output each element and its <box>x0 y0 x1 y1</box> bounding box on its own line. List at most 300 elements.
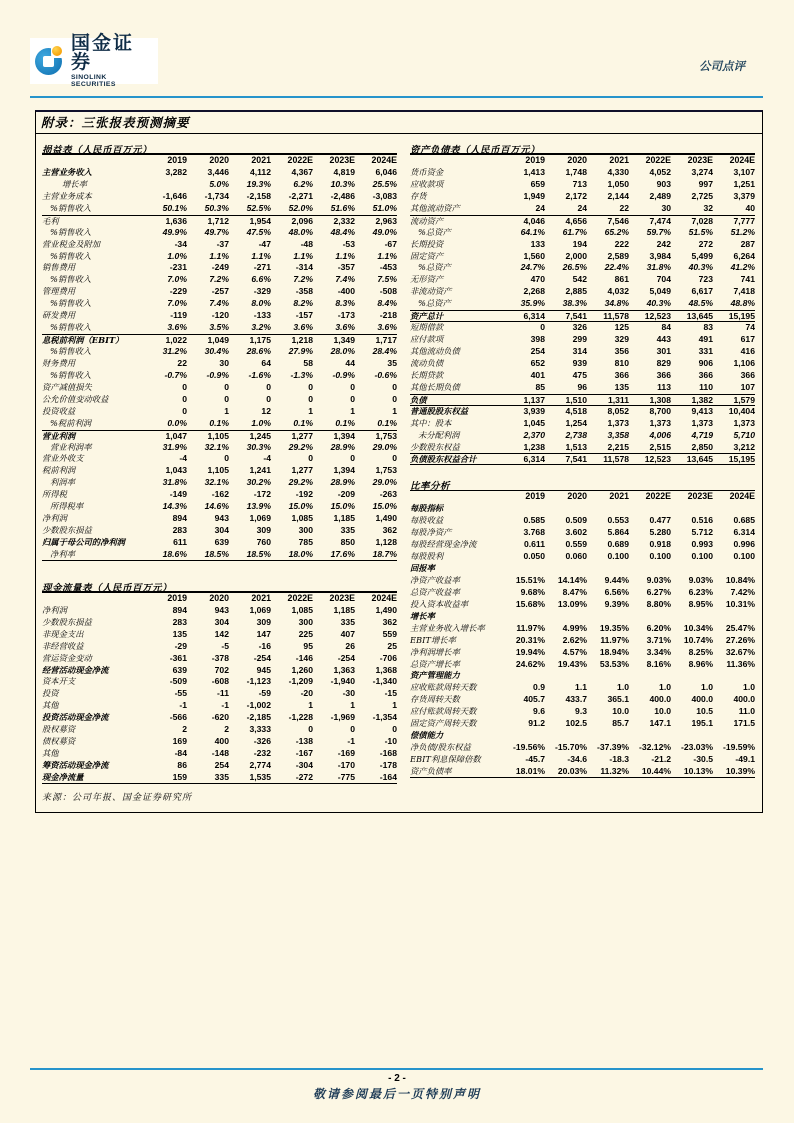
cell-value: 362 <box>382 525 397 536</box>
cell-value: 0.689 <box>607 539 629 550</box>
table-row <box>410 370 755 382</box>
cell-value: 7.2% <box>293 274 313 285</box>
row-label: 短期借款 <box>409 322 444 333</box>
table-row <box>410 239 755 251</box>
cell-value: -67 <box>384 238 397 249</box>
cell-value: -1,209 <box>288 676 313 687</box>
cell-value: -167 <box>295 748 313 759</box>
cell-value: 0 <box>182 381 187 392</box>
cell-value: -0.7% <box>164 369 187 380</box>
cell-value: 283 <box>172 616 187 627</box>
row-label: 销售费用 <box>42 262 76 273</box>
cell-value: 25 <box>387 640 397 651</box>
row-label: 增长率 <box>409 610 435 621</box>
table-row <box>42 772 397 784</box>
cell-value: 3,358 <box>607 429 629 440</box>
row-label: 净利润增长率 <box>409 646 460 657</box>
cell-value: -361 <box>169 652 187 663</box>
cell-value: 366 <box>656 369 671 380</box>
cell-value: -249 <box>211 262 229 273</box>
cell-value: 1,748 <box>565 166 587 177</box>
cell-value: -271 <box>253 262 271 273</box>
cell-value: -378 <box>211 652 229 663</box>
row-label: 每股收益 <box>409 515 444 526</box>
cell-value: 95 <box>303 640 313 651</box>
table-row <box>42 477 397 489</box>
cell-value: 314 <box>572 346 587 356</box>
cell-value: 2,489 <box>649 190 671 201</box>
row-label: 净利润 <box>42 513 67 524</box>
cell-value: -1,123 <box>246 676 271 687</box>
cell-value: 3.6% <box>167 322 187 333</box>
table-row <box>42 251 397 263</box>
cell-value: 11.97% <box>600 634 629 645</box>
cell-value: 64 <box>261 357 271 368</box>
cell-value: 2,096 <box>291 215 313 226</box>
table-row <box>42 712 397 724</box>
cell-value: 40 <box>745 202 755 213</box>
cell-value: 1,022 <box>165 335 187 346</box>
table-row <box>410 539 755 551</box>
cell-value: 10.3% <box>330 178 355 189</box>
cell-value: 1,069 <box>249 513 271 524</box>
cell-value: 1,238 <box>523 441 545 452</box>
cell-value: 18.5% <box>246 548 271 559</box>
row-label: 应收账款周转天数 <box>409 682 477 693</box>
cell-value: 0.1% <box>377 417 397 428</box>
cell-value: 8.3% <box>335 298 355 309</box>
cell-value: 331 <box>698 346 713 356</box>
row-label: %总资产 <box>417 226 451 237</box>
cell-value: 48.8% <box>730 298 755 309</box>
table-row <box>410 358 755 370</box>
row-label: 负债 <box>409 394 427 405</box>
cell-value: 6.23% <box>688 586 713 597</box>
cell-value: 1,413 <box>523 166 545 177</box>
row-label: 债权募资 <box>42 736 76 747</box>
cell-value: -157 <box>295 310 313 321</box>
cell-value: 1,185 <box>333 604 355 615</box>
cell-value: 7,028 <box>691 215 713 226</box>
cell-value: 2,172 <box>565 190 587 201</box>
cell-value: 639 <box>214 537 229 547</box>
appendix-box <box>35 110 763 813</box>
header-divider <box>30 96 763 98</box>
cell-value: 0 <box>540 322 545 333</box>
cell-value: 147.1 <box>649 718 671 729</box>
row-label: 主营业务收入 <box>42 166 92 177</box>
footer-disclaimer: 敬请参阅最后一页特别声明 <box>312 1087 481 1101</box>
cell-value: 1.1% <box>335 250 355 261</box>
table-row <box>42 641 397 653</box>
cell-value: -10 <box>384 736 397 747</box>
cell-value: 1,277 <box>291 430 313 441</box>
cell-value: 30 <box>219 357 229 368</box>
row-label: 现金净流量 <box>42 771 84 782</box>
cell-value: 617 <box>740 334 755 345</box>
cell-value: -59 <box>258 688 271 699</box>
cell-value: 110 <box>699 381 713 392</box>
cell-value: 10.13% <box>683 765 713 776</box>
cell-value: -1,354 <box>372 712 397 723</box>
table-row <box>42 430 397 442</box>
cell-value: 405.7 <box>523 694 545 705</box>
footer-divider <box>30 1068 763 1070</box>
cell-value: 142 <box>214 628 229 639</box>
cell-value: 6.6% <box>251 274 271 285</box>
cell-value: 1,085 <box>291 513 313 524</box>
cell-value: 2024E <box>729 155 755 165</box>
cell-value: 398 <box>530 334 545 345</box>
cell-value: -620 <box>211 712 229 723</box>
row-label: 增长率 <box>62 178 87 189</box>
row-label: 总资产收益率 <box>409 586 460 597</box>
cell-value: 5.712 <box>691 527 713 538</box>
table-row <box>410 694 755 706</box>
cell-value: 1,373 <box>607 417 629 428</box>
cell-value: -509 <box>169 676 187 687</box>
table-row <box>42 334 397 346</box>
cell-value: 225 <box>298 628 313 639</box>
row-label: 长期投资 <box>409 238 444 249</box>
cell-value: 51.2% <box>730 226 755 237</box>
cell-value: -32.12% <box>638 742 671 753</box>
cell-value: 26.5% <box>562 262 587 273</box>
cell-value: 1,260 <box>291 664 313 675</box>
cell-value: 0 <box>308 393 313 404</box>
cell-value: 2,000 <box>565 250 587 261</box>
cell-value: 356 <box>614 346 629 356</box>
cell-value: 7.4% <box>209 298 229 309</box>
cell-value: 366 <box>614 369 629 380</box>
cell-value: -29 <box>174 640 187 651</box>
cell-value: 4,330 <box>607 166 629 177</box>
cell-value: 1,069 <box>249 604 271 615</box>
cell-value: 1,363 <box>333 664 355 675</box>
cell-value: -254 <box>253 652 271 663</box>
cell-value: 0 <box>308 724 313 735</box>
row-label: 其中：股本 <box>409 417 452 428</box>
table-row <box>410 262 755 274</box>
table-row <box>410 503 755 515</box>
cell-value: 14.3% <box>162 501 187 512</box>
table-row <box>410 587 755 599</box>
cell-value: 475 <box>572 369 587 380</box>
cell-value: 702 <box>214 664 229 675</box>
row-label: %销售收入 <box>50 346 92 356</box>
cell-value: 6,314 <box>523 454 545 465</box>
cell-value: 4,367 <box>291 166 313 177</box>
cell-value: 14.14% <box>557 574 587 585</box>
cell-value: 366 <box>740 369 755 380</box>
ratio-analysis-table <box>410 476 755 778</box>
cell-value: 35 <box>387 357 397 368</box>
row-label: 应付账款周转天数 <box>409 706 477 717</box>
cell-value: 13.09% <box>557 598 587 609</box>
cell-value: -1 <box>221 700 229 711</box>
table-row <box>42 286 397 298</box>
cell-value: -149 <box>169 489 187 500</box>
row-label: 其他流动负债 <box>409 346 460 356</box>
cell-value: 4.57% <box>562 646 587 657</box>
cell-value: -1.6% <box>248 369 271 380</box>
cell-value: 2 <box>224 724 229 735</box>
table-row <box>42 724 397 736</box>
cell-value: 1,218 <box>291 335 313 346</box>
cell-value: 32.1% <box>204 441 229 452</box>
table-row <box>42 617 397 629</box>
cell-value: 1.1% <box>377 250 397 261</box>
cell-value: 50.3% <box>204 202 229 213</box>
cell-value: 38.3% <box>562 298 587 309</box>
cell-value: 287 <box>740 238 755 249</box>
cell-value: -358 <box>295 286 313 297</box>
cell-value: 2,215 <box>607 441 629 452</box>
cell-value: -272 <box>295 771 313 782</box>
cell-value: 1,245 <box>249 430 271 441</box>
cell-value: 0.100 <box>691 551 713 562</box>
cell-value: 15.51% <box>515 574 545 585</box>
cell-value: 22 <box>619 202 629 213</box>
cell-value: -45.7 <box>525 754 545 764</box>
row-label: 筹资活动现金净流 <box>42 760 109 770</box>
cell-value: 3.6% <box>293 322 313 333</box>
row-label: 股权募资 <box>42 724 76 735</box>
cell-value: 11,578 <box>603 454 629 465</box>
cell-value: 416 <box>740 346 755 356</box>
row-label: 每股股利 <box>409 551 444 562</box>
table-row <box>410 706 755 718</box>
cell-value: 12,523 <box>644 454 671 465</box>
cell-value: 147 <box>256 628 271 639</box>
table-row <box>410 274 755 286</box>
cell-value: 135 <box>172 628 187 639</box>
cell-value: -178 <box>379 760 397 770</box>
cell-value: 7,541 <box>565 454 587 465</box>
cell-value: 401 <box>530 369 545 380</box>
cell-value: 9.03% <box>646 574 671 585</box>
cell-value: -34 <box>174 238 187 249</box>
cell-value: 2021 <box>251 592 271 603</box>
cell-value: 1.0% <box>251 417 271 428</box>
table-row <box>410 382 755 394</box>
cell-value: -170 <box>337 760 355 770</box>
table-row <box>410 551 755 563</box>
cell-value: 9.44% <box>604 574 629 585</box>
cell-value: 1,717 <box>375 335 397 346</box>
cell-value: 2,725 <box>691 190 713 201</box>
cell-value: -1,969 <box>330 712 355 723</box>
cell-value: 7.5% <box>377 274 397 285</box>
cell-value: 26 <box>345 640 355 651</box>
cell-value: -0.9% <box>206 369 229 380</box>
cell-value: 2020 <box>209 592 229 603</box>
cell-value: 1.0 <box>659 682 671 693</box>
cell-value: 304 <box>214 525 229 536</box>
cell-value: 8.95% <box>688 598 713 609</box>
row-label: 偿债能力 <box>409 730 444 741</box>
cell-value: 3,212 <box>733 441 755 452</box>
cell-value: -314 <box>295 262 313 273</box>
cell-value: 491 <box>698 334 713 345</box>
cell-value: 713 <box>572 178 587 189</box>
cell-value: 4,032 <box>607 286 629 297</box>
cell-value: 102.5 <box>565 718 587 729</box>
brand-name-en: SINOLINK SECURITIES <box>71 73 116 88</box>
cell-value: 52.5% <box>246 202 271 213</box>
cell-value: 0.1% <box>335 417 355 428</box>
cell-value: 2021 <box>609 155 629 165</box>
cell-value: 29.2% <box>288 441 313 452</box>
table-row <box>42 394 397 406</box>
cell-value: 0.1% <box>209 417 229 428</box>
cell-value: 51.6% <box>330 202 355 213</box>
row-label: %销售收入 <box>50 274 92 285</box>
table-row <box>42 513 397 525</box>
cell-value: 723 <box>698 274 713 285</box>
row-label: 应付款项 <box>409 334 444 345</box>
cell-value: 3,939 <box>523 405 545 416</box>
cell-value: -55 <box>174 688 187 699</box>
cell-value: -1,734 <box>204 190 229 201</box>
cell-value: 32.67% <box>725 646 755 657</box>
table-row <box>42 167 397 179</box>
cell-value: -172 <box>253 489 271 500</box>
table-row <box>42 736 397 748</box>
cell-value: 24.62% <box>515 658 545 669</box>
table-row <box>42 203 397 215</box>
table-row <box>42 453 397 465</box>
cell-value: 362 <box>382 616 397 627</box>
table-row <box>42 310 397 322</box>
row-label: %销售收入 <box>50 298 92 309</box>
row-label: 营业利润 <box>42 430 76 441</box>
cell-value: 1,251 <box>733 178 755 189</box>
cell-value: 1,535 <box>249 771 271 782</box>
row-label: 未分配利润 <box>417 429 460 440</box>
table-row <box>42 605 397 617</box>
cell-value: 7.2% <box>209 274 229 285</box>
cell-value: 64.1% <box>520 226 545 237</box>
cell-value: 8.16% <box>646 658 671 669</box>
year-header-row <box>410 491 755 503</box>
cell-value: 10.5 <box>696 706 713 717</box>
cell-value: 6.27% <box>646 586 671 597</box>
cell-value: 7,418 <box>733 286 755 297</box>
table-row <box>42 629 397 641</box>
cell-value: -304 <box>295 760 313 770</box>
cashflow-title: 现金流量表（人民币百万元） <box>42 578 397 593</box>
table-row <box>410 742 755 754</box>
cell-value: 470 <box>530 274 545 285</box>
cell-value: 300 <box>298 525 313 536</box>
cell-value: 1,373 <box>649 417 671 428</box>
cell-value: -48 <box>300 238 313 249</box>
cell-value: -169 <box>337 748 355 759</box>
cell-value: 1 <box>308 405 313 416</box>
row-label: 存货 <box>409 190 427 201</box>
cell-value: 0.100 <box>649 551 671 562</box>
income-statement-table <box>42 140 397 561</box>
table-row <box>42 676 397 688</box>
row-label: %销售收入 <box>50 250 92 261</box>
cell-value: 3.71% <box>646 634 671 645</box>
cell-value: 3.768 <box>523 527 545 538</box>
cell-value: 7,546 <box>607 215 629 226</box>
cell-value: 49.7% <box>204 226 229 237</box>
table-row <box>42 537 397 549</box>
cell-value: 11,578 <box>603 311 629 322</box>
cell-value: 943 <box>214 604 229 615</box>
cell-value: 2,738 <box>565 429 587 440</box>
cell-value: 52.0% <box>288 202 313 213</box>
row-label: 息税前利润（EBIT） <box>42 335 124 346</box>
cell-value: 28.6% <box>246 346 271 356</box>
cell-value: 0.585 <box>523 515 545 526</box>
table-row <box>42 239 397 251</box>
row-label: 非流动资产 <box>409 286 452 297</box>
row-label: 财务费用 <box>42 357 76 368</box>
cell-value: 6,314 <box>523 311 545 322</box>
cell-value: 30.4% <box>204 346 229 356</box>
cell-value: 1,105 <box>207 430 229 441</box>
cell-value: 301 <box>656 346 671 356</box>
cashflow-statement-table <box>42 578 397 784</box>
cell-value: 7,541 <box>565 311 587 322</box>
cell-value: 11.0 <box>738 706 755 717</box>
cell-value: 0 <box>350 724 355 735</box>
cell-value: 542 <box>572 274 587 285</box>
row-label: %销售收入 <box>50 226 92 237</box>
cell-value: 6.314 <box>733 527 755 538</box>
table-row <box>410 754 755 766</box>
table-row <box>410 527 755 539</box>
cell-value: 32.1% <box>204 477 229 488</box>
cell-value: -2,185 <box>246 712 271 723</box>
cell-value: 309 <box>256 616 271 627</box>
cell-value: 6.56% <box>604 586 629 597</box>
cell-value: -1,940 <box>330 676 355 687</box>
cell-value: 96 <box>577 381 587 392</box>
cell-value: -1,228 <box>288 712 313 723</box>
row-label: 其他 <box>42 700 59 711</box>
cell-value: 1.1% <box>251 250 271 261</box>
row-label: 利润率 <box>50 477 75 488</box>
cell-value: 407 <box>340 628 355 639</box>
cell-value: 5,049 <box>649 286 671 297</box>
table-row <box>410 251 755 263</box>
table-row <box>42 406 397 418</box>
cell-value: -49.1 <box>735 754 755 764</box>
cell-value: -0.6% <box>374 369 397 380</box>
cell-value: -1.3% <box>290 369 313 380</box>
cell-value: 652 <box>530 357 545 368</box>
row-label: 投资活动现金净流 <box>42 712 109 723</box>
table-row <box>410 611 755 623</box>
cell-value: 1,045 <box>523 417 545 428</box>
cell-value: 107 <box>740 381 755 392</box>
row-label: 投入资本收益率 <box>409 598 469 609</box>
cell-value: 304 <box>214 616 229 627</box>
cell-value: 65.2% <box>604 226 629 237</box>
cell-value: 861 <box>614 274 629 285</box>
cell-value: 0 <box>224 381 229 392</box>
table-row <box>410 563 755 575</box>
cell-value: 28.4% <box>372 346 397 356</box>
cell-value: 113 <box>657 381 671 392</box>
table-row <box>410 286 755 298</box>
cell-value: 34.8% <box>604 298 629 309</box>
